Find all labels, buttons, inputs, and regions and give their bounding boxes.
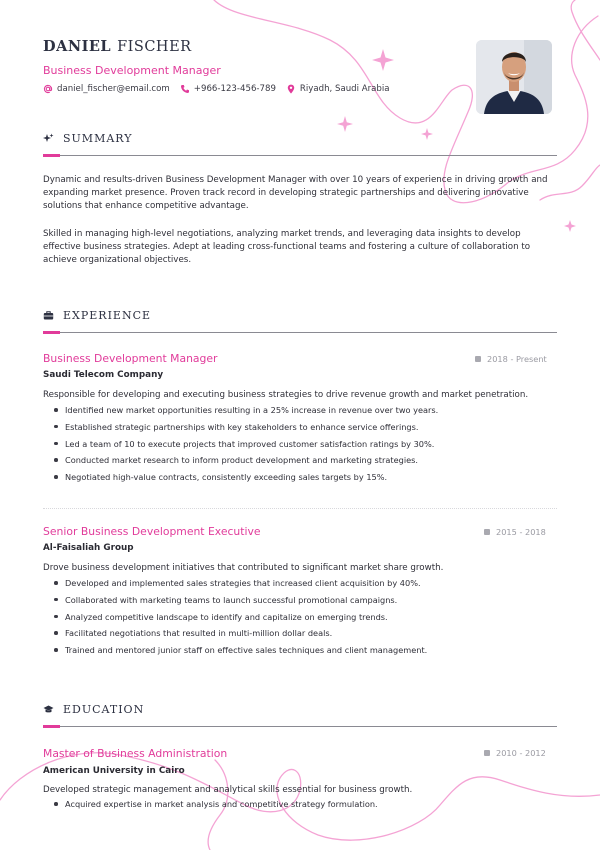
job-dates	[475, 354, 547, 364]
section-title: EXPERIENCE	[63, 309, 152, 322]
list-item: Acquired expertise in market analysis and competitive strategy formulation.	[54, 798, 554, 815]
school-name: American University in Cairo	[43, 766, 185, 776]
at-sign-icon	[43, 84, 53, 94]
profile-photo	[476, 40, 552, 114]
phone-text: +966-123-456-789	[193, 84, 276, 94]
experience-section-header	[43, 309, 557, 333]
list-item: Established strategic partnerships with key stakeholders to enhance service offerings.	[54, 421, 554, 438]
contact-location	[286, 84, 390, 94]
section-title: SUMMARY	[63, 132, 133, 145]
education-description: Developed strategic management and analytical skills essential for business growth.	[43, 785, 413, 795]
last-name: FISCHER	[117, 39, 192, 55]
candidate-name	[43, 38, 192, 55]
education-section-header	[43, 703, 557, 727]
calendar-icon	[484, 529, 490, 535]
list-item: Trained and mentored junior staff on effective sales techniques and client management.	[54, 644, 554, 661]
list-item: Developed and implemented sales strategies that increased client acquisition by 40%.	[54, 577, 554, 594]
section-divider	[43, 726, 557, 727]
email-text: daniel_fischer@email.com	[57, 84, 170, 94]
contact-email[interactable]	[43, 84, 170, 94]
job-description: Drove business development initiatives that contributed to significant market share growth.	[43, 563, 444, 573]
job-dates	[484, 527, 546, 537]
section-title: EDUCATION	[63, 703, 145, 716]
first-name: DANIEL	[43, 38, 112, 55]
graduation-cap-icon	[43, 704, 54, 715]
section-divider	[43, 332, 557, 333]
job-title: Business Development Manager	[43, 352, 218, 365]
company-name: Al-Faisaliah Group	[43, 543, 134, 553]
list-item: Collaborated with marketing teams to launch successful promotional campaigns.	[54, 594, 554, 611]
list-item: Analyzed competitive landscape to identify and capitalize on emerging trends.	[54, 611, 554, 628]
job-role: Business Development Manager	[43, 64, 221, 77]
achievement-list	[54, 404, 554, 488]
sparkle-icon	[43, 133, 54, 144]
phone-icon	[180, 84, 190, 94]
map-pin-icon	[286, 84, 296, 94]
contact-phone[interactable]	[180, 84, 276, 94]
entry-separator	[43, 508, 557, 509]
company-name: Saudi Telecom Company	[43, 370, 164, 380]
date-text: 2015 - 2018	[496, 527, 546, 537]
briefcase-icon	[43, 310, 54, 321]
job-title: Senior Business Development Executive	[43, 525, 261, 538]
list-item: Identified new market opportunities resulting in a 25% increase in revenue over two years.	[54, 404, 554, 421]
calendar-icon	[475, 356, 481, 362]
education-list	[54, 798, 554, 815]
date-text: 2018 - Present	[487, 354, 547, 364]
list-item: Facilitated negotiations that resulted in multi-million dollar deals.	[54, 627, 554, 644]
list-item: Led a team of 10 to execute projects that improved customer satisfaction ratings by 30%.	[54, 438, 554, 455]
summary-section-header	[43, 132, 557, 156]
date-text: 2010 - 2012	[496, 748, 546, 758]
summary-paragraph: Dynamic and results-driven Business Development Manager with over 10 years of experience in driving growth and expanding market presence. Proven track record in developing strategic partnerships and delivering innovative solutions that enhance competitive advantage.	[43, 175, 548, 211]
summary-paragraph: Skilled in managing high-level negotiations, analyzing market trends, and leveraging data insights to develop effective business strategies. Adept at leading cross-functional teams and fostering a culture of collaboration to achieve organizational objectives.	[43, 229, 531, 265]
calendar-icon	[484, 750, 490, 756]
degree-title: Master of Business Administration	[43, 747, 228, 760]
job-description: Responsible for developing and executing business strategies to drive revenue growth and market penetration.	[43, 390, 529, 400]
education-dates	[484, 748, 546, 758]
list-item: Conducted market research to inform product development and marketing strategies.	[54, 454, 554, 471]
achievement-list	[54, 577, 554, 661]
location-text: Riyadh, Saudi Arabia	[299, 84, 390, 94]
section-divider	[43, 155, 557, 156]
list-item: Negotiated high-value contracts, consistently exceeding sales targets by 15%.	[54, 471, 554, 488]
contact-info	[43, 84, 400, 94]
